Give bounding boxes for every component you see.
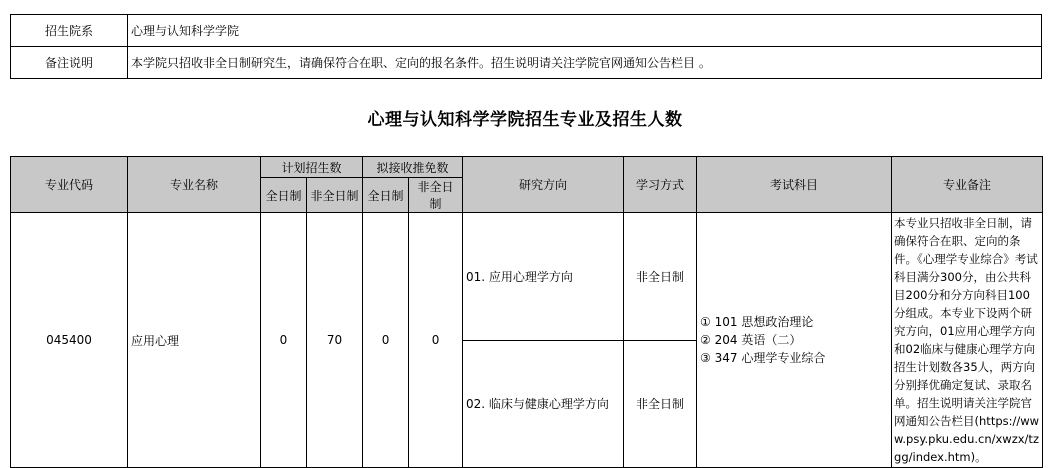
mode-1: 非全日制: [624, 213, 697, 341]
header-code: 专业代码: [11, 157, 128, 213]
header-row: [11, 157, 1043, 178]
remark-value: 本学院只招收非全日制研究生，请确保符合在职、定向的报名条件。招生说明请关注学院官网通知公告栏目 。: [128, 47, 1042, 79]
header-remark: 专业备注: [892, 157, 1043, 213]
plan-parttime: 70: [307, 213, 363, 468]
header-exempt-parttime: 非全日制: [409, 178, 463, 213]
exam-subject-1: ① 101 思想政治理论: [700, 315, 814, 329]
exam-subject-3: ③ 347 心理学专业综合: [700, 351, 826, 365]
major-table: [10, 156, 1043, 468]
major-name: 应用心理: [128, 213, 261, 468]
dept-value: 心理与认知科学学院: [128, 15, 1042, 47]
header-exempt: 拟接收推免数: [363, 157, 463, 178]
exam-subject-2: ② 204 英语（二）: [700, 333, 802, 347]
exempt-fulltime: 0: [363, 213, 409, 468]
plan-fulltime: 0: [261, 213, 307, 468]
mode-2: 非全日制: [624, 340, 697, 468]
info-table: [10, 14, 1042, 79]
exam-subjects: [697, 213, 892, 468]
header-exempt-fulltime: 全日制: [363, 178, 409, 213]
dept-row: [11, 15, 1042, 47]
header-name: 专业名称: [128, 157, 261, 213]
header-exam: 考试科目: [697, 157, 892, 213]
header-plan-parttime: 非全日制: [307, 178, 363, 213]
header-mode: 学习方式: [624, 157, 697, 213]
major-code: 045400: [11, 213, 128, 468]
table-row: [11, 213, 1043, 341]
remark-label: 备注说明: [11, 47, 128, 79]
direction-1: 01. 应用心理学方向: [463, 213, 624, 341]
header-direction: 研究方向: [463, 157, 624, 213]
header-plan-fulltime: 全日制: [261, 178, 307, 213]
exempt-parttime: 0: [409, 213, 463, 468]
page-title: 心理与认知科学学院招生专业及招生人数: [367, 110, 683, 130]
remark-row: [11, 47, 1042, 79]
direction-2: 02. 临床与健康心理学方向: [463, 340, 624, 468]
dept-label: 招生院系: [11, 15, 128, 47]
header-plan: 计划招生数: [261, 157, 363, 178]
major-remark: 本专业只招收非全日制，请确保符合在职、定向的条件。《心理学专业综合》考试科目满分300分，由公共科目200分和分方向科目100分组成。本专业下设两个研究方向，01应用心理学方向和02临床与健康心理学方向招生计划数各35人，两方向分别择优确定复试、录取名单。招生说明请关注学院官网通知公告栏目(https://www.psy.pku.edu.cn/xwzx/tzgg/index.htm)。: [892, 213, 1043, 468]
